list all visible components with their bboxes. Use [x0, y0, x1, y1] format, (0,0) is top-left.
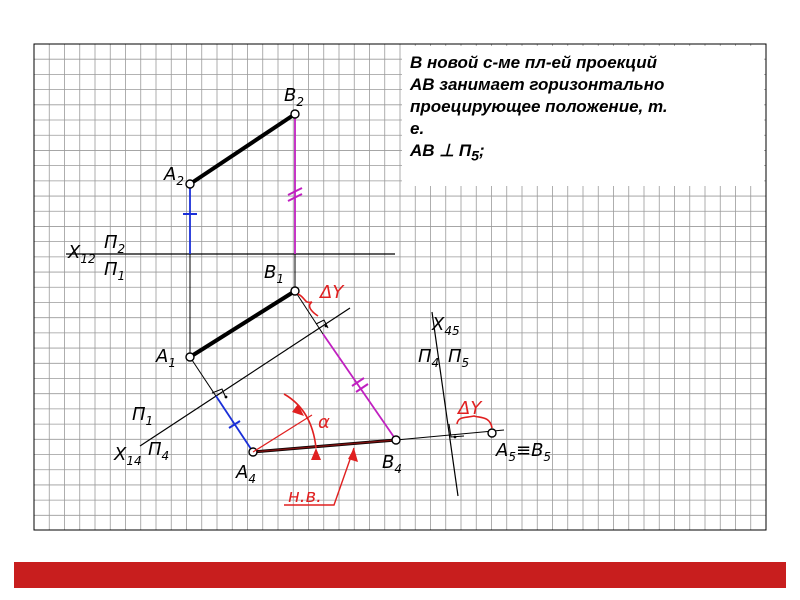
- bottom-bar: [14, 562, 786, 588]
- note-line-1: В новой с-ме пл-ей проекций: [410, 53, 658, 72]
- explanation-note: [402, 46, 764, 186]
- note-line-2: АВ занимает горизонтально: [410, 75, 665, 94]
- segment-a1-b1: [190, 291, 295, 357]
- segment-a2-b2: [190, 114, 295, 184]
- label-b2: $B_2$: [284, 85, 304, 109]
- label-x45: $X_{45}$: [432, 314, 460, 338]
- perpendicular-symbol: ⊥: [439, 141, 455, 160]
- label-b1: $B_1$: [264, 262, 284, 286]
- delta-y-bracket-1: [298, 294, 318, 316]
- label-p2: $П_2$: [104, 232, 126, 256]
- point-b1: [291, 287, 299, 295]
- label-p4-right: $П_4$: [418, 346, 440, 370]
- right-angle-dot-1: [325, 325, 328, 328]
- alpha-arc: [284, 394, 316, 448]
- note-semicolon: ;: [478, 141, 485, 160]
- link-b1-b4: [295, 291, 323, 334]
- note-plane: П: [458, 141, 472, 160]
- note-line-5: [410, 140, 756, 167]
- note-line-3: проецирующее положение, т.: [410, 97, 668, 116]
- note-line-4: е.: [410, 119, 425, 138]
- point-a2: [186, 180, 194, 188]
- label-a5-b5: $A_5\equiv B_5$: [496, 440, 552, 464]
- alpha-arrow-bottom: [311, 448, 321, 460]
- point-a1: [186, 353, 194, 361]
- label-b4: $B_4$: [382, 452, 402, 476]
- label-p1-lower: $П_1$: [132, 404, 154, 428]
- label-p5: $П_5$: [448, 346, 470, 370]
- label-true-length: н.в.: [288, 486, 322, 507]
- point-b4: [392, 436, 400, 444]
- label-a2: $A_2$: [164, 164, 184, 188]
- label-p4: $П_4$: [148, 439, 170, 463]
- label-delta-y-1: ΔY: [320, 282, 344, 303]
- point-a5-b5: [488, 429, 496, 437]
- axis-x45: [432, 312, 458, 496]
- note-ab: АВ: [410, 141, 435, 160]
- right-angle-dot-3: [454, 436, 457, 439]
- note-plane-sub: 5: [471, 148, 479, 165]
- label-delta-y-2: ΔY: [458, 398, 482, 419]
- point-b2: [291, 110, 299, 118]
- right-angle-dot-2: [225, 396, 228, 399]
- label-a4: $A_4$: [236, 462, 256, 486]
- label-p1: $П_1$: [104, 259, 126, 283]
- label-x14: $X_{14}$: [114, 444, 142, 468]
- label-x12: $X_{12}$: [68, 242, 96, 266]
- segment-a4-b4-true: [253, 440, 396, 452]
- label-a1: $A_1$: [156, 346, 176, 370]
- label-alpha: α: [318, 412, 330, 433]
